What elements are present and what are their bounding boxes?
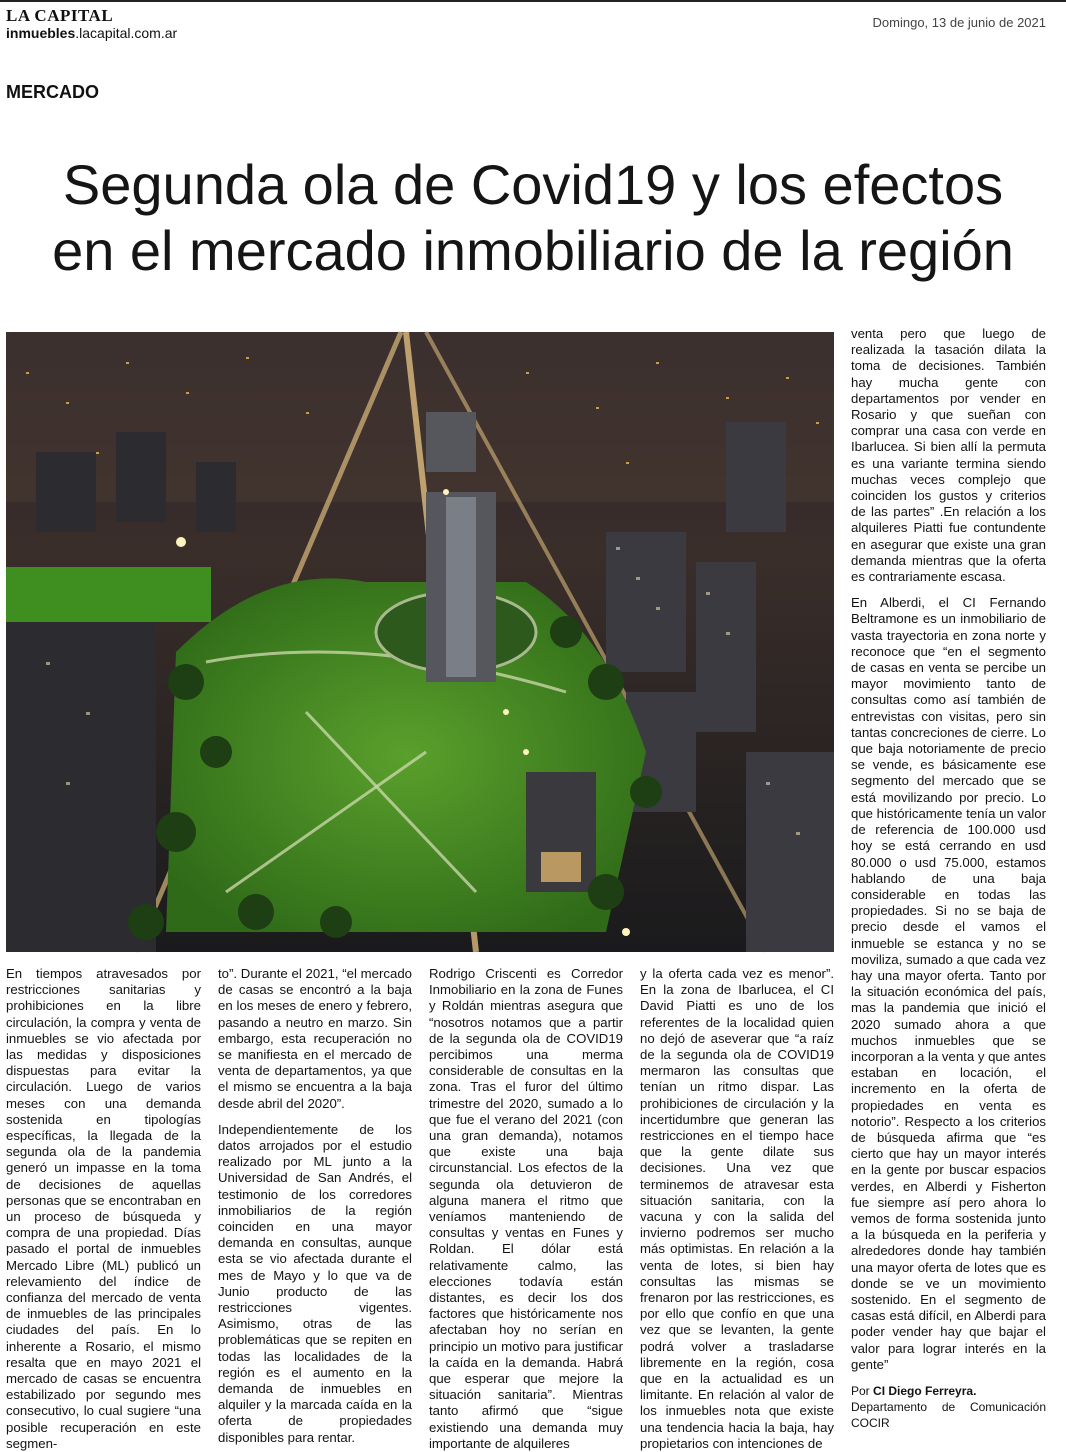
article-column-1 (6, 966, 201, 1451)
byline-prefix: Por (851, 1384, 870, 1398)
aerial-city-photo (6, 332, 834, 952)
newspaper-logo: LA CAPITAL (6, 6, 114, 25)
paragraph: Rodrigo Criscenti es Corredor Inmobiliario en la zona de Funes y Roldán mientras asegura que “nosotros notamos que a partir de la segunda ola de COVID19 percibimos una merma considerable de consultas en la zona. Tras el furor del último trimestre del 2020, sumado a lo que fue el verano del 2021 (con una gran demanda), notamos que existe una baja circunstancial. Los efectos de la segunda ola detuvieron de alguna manera el ritmo que veníamos manteniendo de consultas y ventas en Funes y Roldan. El dólar está relativamente calmo, las elecciones todavía están distantes, es decir los dos factores que históricamente nos afectaban hoy no serían en principio un motivo para justificar la caída en la demanda. Habrá que esperar que mejore la situación sanitaria”. Mientras tanto afirmó que “sigue existiendo una demanda muy importante de alquileres (429, 966, 623, 1451)
byline-department: Departamento de Comunicación COCIR (851, 1400, 1046, 1430)
article-column-5 (851, 326, 1047, 1430)
headline (0, 152, 1066, 284)
paragraph: to”. Durante el 2021, “el mercado de casas se encontró a la baja en los meses de enero y febrero, pasando a neutro en marzo. Sin embargo, esta recuperación no se manifiesta en el mercado de venta de departamentos, ya que el mismo se encuentra a la baja desde abril del 2020”. (218, 966, 412, 1111)
paragraph: y la oferta cada vez es menor”. En la zona de Ibarlucea, el CI David Piatti es uno de los referentes de la localidad quien no dejó de aseverar que “a raíz de la segunda ola de COVID19 mermaron las consultas que tenían un ritmo dispar. Las prohibiciones de circulación y la incertidumbre que generan las restricciones en el tiempo hace que la gente dilate sus decisiones. Una vez que terminemos de atravesar esta situación sanitaria, con la vacuna y con la salida del invierno podremos ser mucho más optimistas. En relación a la venta de lotes, si bien hay consultas las mismas se frenaron por las restricciones, es por ello que confío en que una vez que se levanten, la gente podrá volver a trasladarse libremente en la región, cosa que en la actualidad es un limitante. En relación al valor de los inmuebles nota que existe una tendencia hacia la baja, hay propietarios con intenciones de (640, 966, 834, 1451)
site-url[interactable]: inmuebles.lacapital.com.ar (6, 25, 178, 41)
article-column-2 (218, 966, 412, 1445)
section-label: MERCADO (6, 82, 99, 102)
article-column-4 (640, 966, 834, 1451)
paragraph: Independientemente de los datos arrojados por el estudio realizado por ML junto a la Universidad de San Andrés, el testimonio de los corredores inmobiliarios de la región coinciden en una mayor demanda en consultas, aunque esta se vio afectada durante el mes de Mayo y lo que va de Junio producto de las restricciones vigentes. Asimismo, otras de las problemáticas que se repiten en todas las localidades de la región es el aumento en la demanda de inmuebles en alquiler y la marcada caída en la oferta de propiedades disponibles para rentar. (218, 1121, 412, 1445)
paragraph: En Alberdi, el CI Fernando Beltramone es un inmobiliario de vasta trayectoria en zona norte y reconoce que “en el segmento de casas en venta se percibe un mayor movimiento tanto de consultas como así también de entrevistas con visitas, pero sin tantas concreciones de cierre. Lo que baja notoriamente de precio se vende, es básicamente ese segmento del mercado que se está movilizando por precio. Lo que históricamente tenía un valor de referencia de 100.000 usd hoy se está cerrando en usd 80.000 o usd 75.000, estamos hablando de una baja considerable en todas las propiedades. Si no se baja de precio desde el vamos el inmueble se estanca y no se moviliza, sumado a que cada vez hay una mayor oferta. Tanto por la situación económica del país, mas la pandemia que inició el 2020 sumado ahora a que muchos inmuebles que se incorporan a la venta y que antes estaban en locación, el incremento en la oferta de propiedades en venta es notorio”. Respecto a los criterios de búsqueda afirma que “es cierto que hay un mayor interés en la gente por buscar espacios verdes, en Alberdi y Fisherton fue siempre así pero ahora lo vemos de forma sostenida junto a la búsqueda en la periferia y alrededores donde hay también una mayor oferta de lotes que es donde se ve un movimiento sostenido. En el segmento de casas está difícil, en Alberdi para poder vender hay que bajar el valor para lograr interés en la gente” (851, 595, 1047, 1372)
publication-date: Domingo, 13 de junio de 2021 (872, 15, 1046, 30)
byline (851, 1383, 1046, 1431)
headline-line-1: Segunda ola de Covid19 y los efectos (62, 153, 1004, 216)
aerial-city-photo-drawing (6, 332, 834, 952)
byline-author: CI Diego Ferreyra. (873, 1384, 977, 1398)
paragraph: En tiempos atravesados por restricciones sanitarias y prohibiciones en la libre circulación, la compra y venta de inmuebles se vio afectada por las medidas y disposiciones dispuestas para evitar la circulación. Luego de varios meses con una demanda sostenida en tipologías específicas, la llegada de la segunda ola de la pandemia generó un impasse en la toma de decisiones de aquellas personas que se encontraban en un proceso de búsqueda y compra de una propiedad. Días pasado el portal de inmuebles Mercado Libre (ML) publicó un relevamiento del índice de confianza del mercado de venta de inmuebles de las principales ciudades del país. En lo inherente a Rosario, el mismo resalta que en mayo 2021 el mercado de casas se encuentra estabilizado por segundo mes consecutivo, lo cual sugiere “una posible recuperación en este segmen- (6, 966, 201, 1451)
top-rule (0, 0, 1066, 2)
headline-line-2: en el mercado inmobiliario de la región (52, 219, 1014, 282)
article-column-3 (429, 966, 623, 1451)
paragraph: venta pero que luego de realizada la tasación dilata la toma de decisiones. También hay mucha gente con departamentos por vender en Rosario y que sueñan con comprar una casa con verde en Ibarlucea. Si bien allí la permuta es una variante termina siendo muchas veces complejo que coinciden los gustos y criterios de las partes” .En relación a los alquileres Piatti fue contundente en asegurar que existe una gran demanda mientras que la oferta es contrariamente escasa. (851, 326, 1046, 585)
masthead (6, 7, 177, 41)
